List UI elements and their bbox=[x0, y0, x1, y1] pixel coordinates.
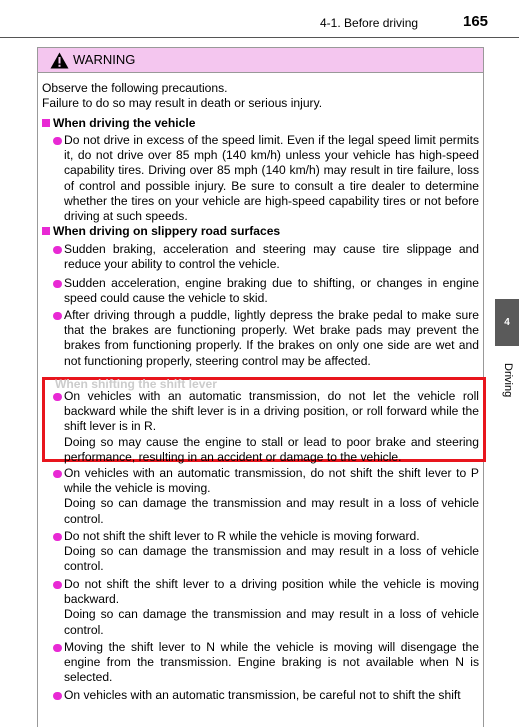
bullet-dot-icon bbox=[53, 137, 62, 146]
list-item: Do not shift the shift lever to a driving position while the vehicle is moving backward. Doing so can damage the transmission and may result in a loss of vehicle control. bbox=[53, 577, 479, 638]
bullet-dot-icon bbox=[53, 581, 62, 590]
list-item: After driving through a puddle, lightly depress the brake pedal to make sure that the brakes are functioning properly. Wet brake pads may prevent the brakes from functioning properly. If the brakes on only one side are wet and not functioning properly, steering control may be affected. bbox=[53, 308, 479, 369]
list-item: Moving the shift lever to N while the vehicle is moving will disengage the engine from the transmission. Engine braking is not available when N is selected. bbox=[53, 640, 479, 686]
section-title: 4-1. Before driving bbox=[320, 16, 419, 30]
bullet-dot-icon bbox=[53, 692, 62, 701]
bullet-dot-icon bbox=[53, 644, 62, 653]
list-item: Sudden acceleration, engine braking due to shifting, or changes in engine speed could cause the vehicle to skid. bbox=[53, 276, 479, 306]
section-square-icon bbox=[42, 227, 50, 235]
page-number: 165 bbox=[463, 13, 489, 30]
list-item: Do not drive in excess of the speed limit. Even if the legal speed limit permits it, do not drive over 85 mph (140 km/h) unless your vehicle has high-speed capability tires. Driving over 85 mph (140 km/h) may result in tire failure, loss of control and possible injury. Be sure to consult a tire dealer to determine whether the tires on your vehicle are high-speed capability tires or not before driving at such speeds. bbox=[53, 133, 479, 224]
bullet-dot-icon bbox=[53, 280, 62, 289]
bullet-dot-icon bbox=[53, 533, 62, 542]
section-heading: When driving on slippery road surfaces bbox=[42, 224, 280, 239]
header-divider bbox=[0, 37, 519, 38]
list-item: On vehicles with an automatic transmission, do not shift the shift lever to P while the vehicle is moving. Doing so can damage the transmission and may result in a loss of vehicle control. bbox=[53, 466, 479, 527]
list-item: Sudden braking, acceleration and steering may cause tire slippage and reduce your ability to control the vehicle. bbox=[53, 242, 479, 272]
intro-line: Observe the following precautions. bbox=[42, 81, 228, 95]
bullet-dot-icon bbox=[53, 393, 62, 402]
bullet-dot-icon bbox=[53, 246, 62, 255]
bullet-dot-icon bbox=[53, 312, 62, 321]
list-item: On vehicles with an automatic transmission, be careful not to shift the shift bbox=[53, 688, 479, 703]
list-item: Do not shift the shift lever to R while the vehicle is moving forward. Doing so can damage the transmission and may result in a loss of vehicle control. bbox=[53, 529, 479, 575]
warning-title: WARNING bbox=[73, 52, 136, 67]
warning-header bbox=[38, 48, 483, 73]
bullet-dot-icon bbox=[53, 470, 62, 479]
section-heading: When shifting the shift lever bbox=[55, 377, 217, 391]
intro-line: Failure to do so may result in death or serious injury. bbox=[42, 96, 323, 110]
warning-triangle-icon bbox=[50, 52, 69, 69]
chapter-tab-label: Driving bbox=[502, 363, 514, 398]
chapter-tab[interactable]: 4 bbox=[495, 299, 519, 346]
list-item: On vehicles with an automatic transmission, do not let the vehicle roll backward while the shift lever is in a driving position, or roll forward while the shift lever is in R. Doing so may cause the engine to stall or lead to poor brake and steering performance, resulting in an accident or damage to the vehicle. bbox=[53, 389, 479, 465]
section-heading: When driving the vehicle bbox=[42, 116, 195, 131]
section-square-icon bbox=[42, 119, 50, 127]
